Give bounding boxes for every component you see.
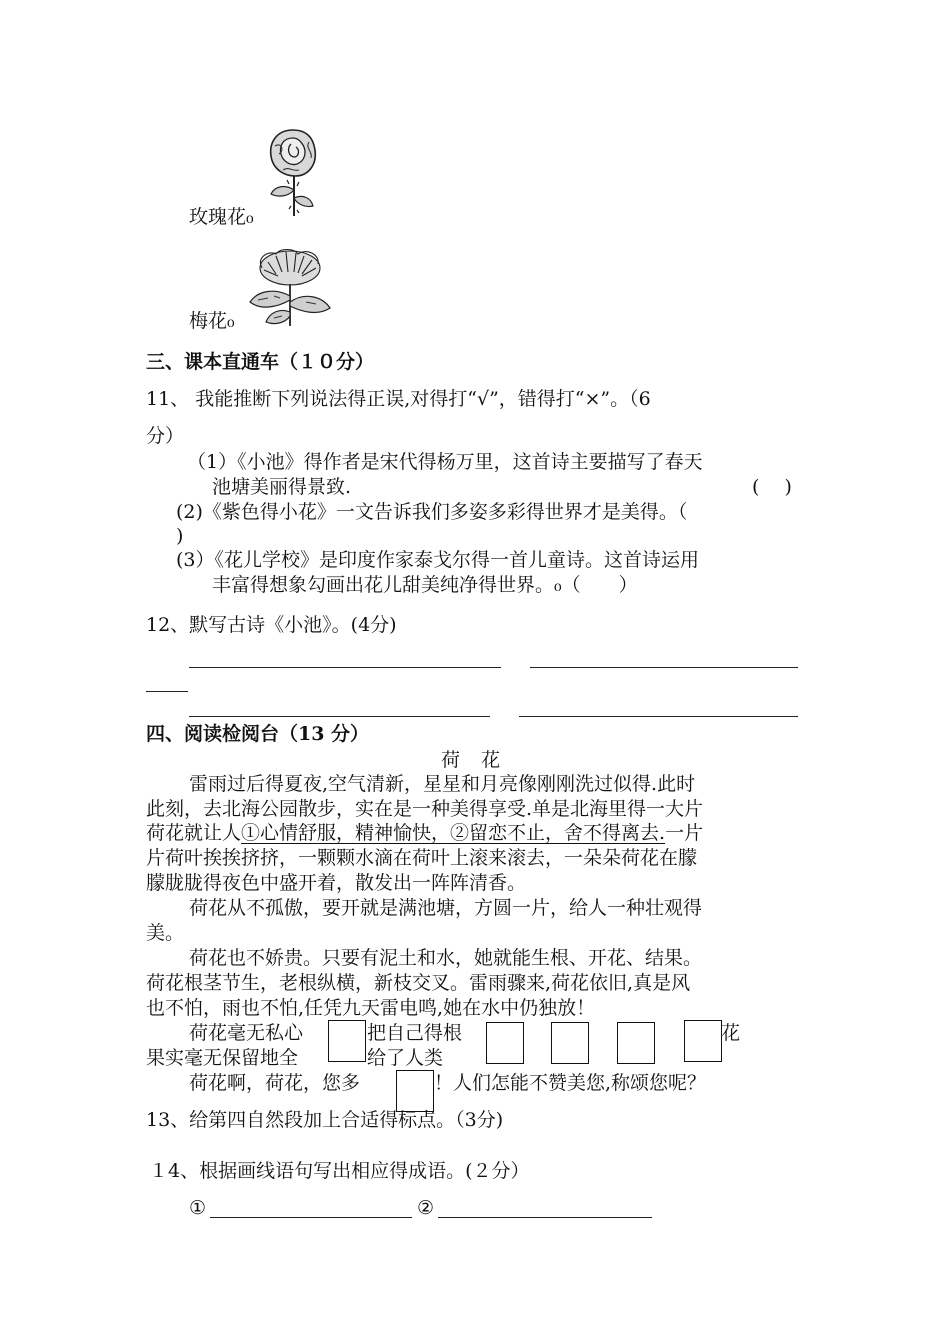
- paragraph-4-line-1a: 荷花毫无私心: [189, 1022, 304, 1044]
- paragraph-3-line-1: 荷花也不娇贵。只要有泥土和水，她就能生根、开花、结果。: [189, 947, 703, 969]
- section-4-heading: 四、阅读检阅台（13 分）: [146, 723, 370, 745]
- punctuation-box-3[interactable]: [551, 1022, 589, 1064]
- paragraph-1-line-2: 此刻，去北海公园散步，实在是一种美得享受.单是北海里得一大片: [146, 798, 704, 820]
- paragraph-1-line-3-end: 一片: [665, 822, 704, 844]
- item-3-line-1: (3）《花儿学校》是印度作家泰戈尔得一首儿童诗。这首诗运用: [176, 549, 700, 571]
- answer-2-marker: ②: [417, 1197, 435, 1219]
- paragraph-5-end: ！人们怎能不赞美您,称颂您呢？: [434, 1072, 707, 1094]
- answer-1-line[interactable]: [210, 1217, 412, 1218]
- section-3-heading: 三、课本直通车（１０分）: [146, 351, 375, 373]
- item-1-line-2: 池塘美丽得景致.: [212, 476, 352, 498]
- punctuation-box-2[interactable]: [486, 1022, 524, 1064]
- paragraph-4-line-1b: 把自己得根: [367, 1022, 463, 1044]
- paragraph-2-line-1: 荷花从不孤傲，要开就是满池塘，方圆一片，给人一种壮观得: [189, 897, 703, 919]
- item-2-line-2: ): [176, 525, 184, 547]
- punctuation-box-5[interactable]: [684, 1020, 722, 1062]
- punctuation-box-4[interactable]: [617, 1022, 655, 1064]
- paragraph-1-line-1: 雷雨过后得夏夜,空气清新，星星和月亮像刚刚洗过似得.此时: [189, 773, 696, 795]
- plum-label: 梅花₀: [189, 310, 235, 332]
- paragraph-2-line-2: 美。: [146, 922, 185, 944]
- question-12: 12、默写古诗《小池》。(4分): [146, 614, 397, 636]
- paragraph-1-line-4: 片荷叶挨挨挤挤，一颗颗水滴在荷叶上滚来滚去，一朵朵荷花在朦: [146, 847, 698, 869]
- paragraph-4-line-1c: 花: [721, 1022, 741, 1044]
- rose-label: 玫瑰花₀: [189, 206, 254, 228]
- poem-answer-line-4[interactable]: [519, 716, 798, 717]
- poem-answer-line-2-continued[interactable]: [146, 691, 188, 692]
- item-3-line-2: 丰富得想象勾画出花儿甜美纯净得世界。₀（ ）: [212, 574, 638, 596]
- answer-2-line[interactable]: [438, 1217, 652, 1218]
- answer-1-marker: ①: [189, 1197, 207, 1219]
- paragraph-4-line-2a: 果实毫无保留地全: [146, 1047, 299, 1069]
- paragraph-1-line-5: 朦胧胧得夜色中盛开着，散发出一阵阵清香。: [146, 872, 527, 894]
- poem-answer-line-2[interactable]: [530, 667, 798, 668]
- paragraph-3-line-3: 也不怕，雨也不怕,任凭九天雷电鸣,她在水中仍独放！: [146, 997, 596, 1019]
- question-11-line-2: 分）: [146, 425, 185, 447]
- item-1-answer-paren[interactable]: ( ): [752, 476, 792, 498]
- paragraph-1-line-3: [146, 821, 703, 845]
- item-1-line-1: （1）《小池》得作者是宋代得杨万里，这首诗主要描写了春天: [187, 451, 703, 473]
- paragraph-4-line-2b: 给了人类: [367, 1047, 444, 1069]
- poem-answer-line-3[interactable]: [189, 716, 490, 717]
- poem-answer-line-1[interactable]: [189, 667, 501, 668]
- punctuation-box-1[interactable]: [328, 1020, 366, 1062]
- question-14: １4、根据画线语句写出相应得成语。(２分）: [149, 1160, 530, 1182]
- item-2-line-1: (2)《紫色得小花》一文告诉我们多姿多彩得世界才是美得。（: [176, 501, 688, 523]
- paragraph-1-line-3-start: 荷花就让人: [146, 822, 242, 844]
- question-11-line-1: 11、 我能推断下列说法得正误,对得打“√”，错得打“×”。（6: [146, 388, 651, 410]
- underlined-phrase: ①心情舒服，精神愉快，②留恋不止，舍不得离去.: [241, 822, 666, 844]
- punctuation-box-6[interactable]: [396, 1070, 434, 1112]
- question-13: 13、给第四自然段加上合适得标点。（3分): [146, 1109, 504, 1131]
- passage-title: 荷 花: [441, 749, 502, 771]
- paragraph-3-line-2: 荷花根茎节生，老根纵横，新枝交叉。雷雨骤来,荷花依旧,真是风: [146, 972, 691, 994]
- paragraph-5-start: 荷花啊，荷花，您多: [189, 1072, 361, 1094]
